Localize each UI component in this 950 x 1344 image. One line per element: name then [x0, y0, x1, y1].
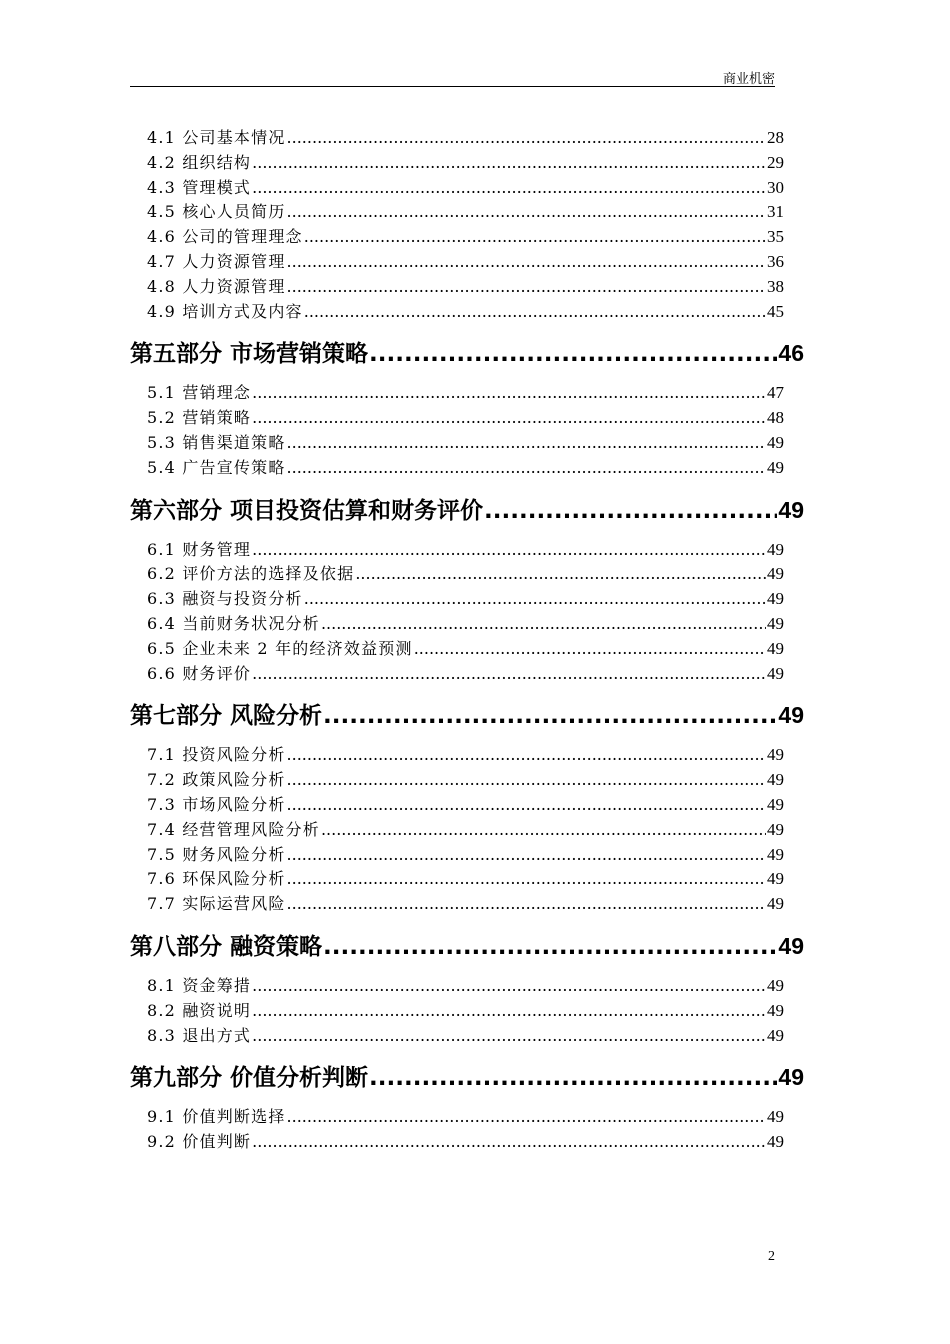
- toc-entry-label: 9.2 价值判断: [147, 1132, 252, 1152]
- toc-section-part8[interactable]: [130, 929, 804, 964]
- toc-entry-page: 49: [767, 663, 784, 683]
- toc-section-page: 49: [778, 1064, 804, 1091]
- toc-entry-label: 5.1 营销理念: [147, 383, 252, 403]
- dot-leader: [323, 930, 777, 964]
- toc-entry-page: 49: [767, 638, 784, 658]
- dot-leader: [287, 743, 766, 768]
- toc-entry-label: 4.6 公司的管理理念: [147, 227, 303, 247]
- toc-entry-7-1[interactable]: [130, 743, 804, 768]
- toc-entry-label: 4.8 人力资源管理: [147, 276, 286, 296]
- page-number: 2: [768, 1249, 775, 1264]
- toc-entry-page: 49: [767, 613, 784, 633]
- toc-entry-label: 9.1 价值判断选择: [147, 1107, 286, 1127]
- toc-entry-label: 6.1 财务管理: [147, 539, 252, 559]
- toc-entry-page: 49: [767, 794, 784, 814]
- toc-entry-page: 49: [767, 457, 784, 477]
- toc-entry-label: 5.4 广告宣传策略: [147, 457, 286, 477]
- toc-entry-5-2[interactable]: [130, 406, 804, 431]
- toc-section-part6[interactable]: [130, 493, 804, 528]
- toc-entry-label: 6.5 企业未来 2 年的经济效益预测: [147, 638, 413, 658]
- toc-entry-7-6[interactable]: [130, 867, 804, 892]
- toc-entry-7-3[interactable]: [130, 793, 804, 818]
- toc-entry-6-4[interactable]: [130, 612, 804, 637]
- toc-entry-page: 29: [767, 152, 784, 172]
- toc-entry-page: 28: [767, 128, 784, 147]
- toc-entry-5-1[interactable]: [130, 381, 804, 406]
- toc-entry-4-7[interactable]: [130, 250, 804, 275]
- toc-entry-8-3[interactable]: [130, 1024, 804, 1049]
- toc-entry-page: 49: [767, 869, 784, 889]
- dot-leader: [321, 818, 766, 843]
- toc-entry-page: 49: [767, 432, 784, 452]
- dot-leader: [369, 1061, 777, 1095]
- toc-section-label: 第九部分 价值分析判断: [130, 1065, 369, 1092]
- toc-entry-4-3[interactable]: [130, 176, 804, 201]
- toc-entry-7-5[interactable]: [130, 843, 804, 868]
- dot-leader: [321, 612, 766, 637]
- dot-leader: [355, 562, 766, 587]
- toc-entry-page: 38: [767, 276, 784, 296]
- toc-entry-9-1[interactable]: [130, 1105, 804, 1130]
- toc-entry-page: 49: [767, 564, 784, 584]
- dot-leader: [304, 300, 766, 325]
- toc-entry-label: 8.2 融资说明: [147, 1000, 252, 1020]
- toc-section-label: 第五部分 市场营销策略: [130, 341, 369, 368]
- toc-entry-6-2[interactable]: [130, 562, 804, 587]
- dot-leader: [252, 176, 766, 201]
- toc-entry-7-2[interactable]: [130, 768, 804, 793]
- dot-leader: [304, 225, 766, 250]
- dot-leader: [252, 151, 766, 176]
- toc-entry-7-7[interactable]: [130, 892, 804, 917]
- toc-section-page: 49: [778, 496, 804, 523]
- toc-entry-page: 49: [767, 589, 784, 609]
- dot-leader: [252, 974, 766, 999]
- toc-entry-9-2[interactable]: [130, 1130, 804, 1155]
- dot-leader: [252, 381, 766, 406]
- dot-leader: [287, 275, 766, 300]
- toc-entry-4-1[interactable]: [130, 126, 804, 151]
- toc-entry-page: 49: [767, 1000, 784, 1020]
- toc-entry-label: 6.2 评价方法的选择及依据: [147, 564, 355, 584]
- toc-entry-label: 4.9 培训方式及内容: [147, 301, 303, 321]
- dot-leader: [484, 494, 777, 528]
- dot-leader: [304, 587, 766, 612]
- table-of-contents: [130, 126, 804, 1155]
- toc-entry-page: 30: [767, 177, 784, 197]
- toc-entry-4-6[interactable]: [130, 225, 804, 250]
- toc-entry-5-4[interactable]: [130, 456, 804, 481]
- toc-entry-page: 49: [767, 745, 784, 765]
- dot-leader: [414, 637, 766, 662]
- toc-entry-8-1[interactable]: [130, 974, 804, 999]
- dot-leader: [287, 126, 766, 151]
- toc-entry-label: 4.5 核心人员简历: [147, 202, 286, 222]
- toc-entry-label: 6.6 财务评价: [147, 663, 252, 683]
- toc-section-page: 49: [778, 702, 804, 729]
- header-divider: [130, 86, 775, 87]
- toc-entry-label: 4.3 管理模式: [147, 177, 252, 197]
- toc-entry-6-1[interactable]: [130, 538, 804, 563]
- toc-entry-4-8[interactable]: [130, 275, 804, 300]
- toc-entry-page: 48: [767, 408, 784, 428]
- toc-entry-page: 45: [767, 301, 784, 321]
- toc-entry-page: 49: [767, 1132, 784, 1152]
- dot-leader: [369, 337, 777, 371]
- toc-entry-4-2[interactable]: [130, 151, 804, 176]
- toc-entry-page: 49: [767, 770, 784, 790]
- toc-entry-label: 4.2 组织结构: [147, 152, 252, 172]
- toc-section-page: 46: [778, 340, 804, 367]
- dot-leader: [252, 1130, 766, 1155]
- toc-entry-8-2[interactable]: [130, 999, 804, 1024]
- toc-entry-page: 49: [767, 1107, 784, 1127]
- toc-entry-page: 49: [767, 975, 784, 995]
- toc-entry-6-3[interactable]: [130, 587, 804, 612]
- toc-entry-label: 7.2 政策风险分析: [147, 770, 286, 790]
- toc-entry-page: 35: [767, 227, 784, 247]
- toc-entry-label: 6.4 当前财务状况分析: [147, 613, 320, 633]
- toc-section-part5[interactable]: [130, 336, 804, 371]
- toc-entry-7-4[interactable]: [130, 818, 804, 843]
- header-confidential-label: 商业机密: [722, 72, 775, 87]
- toc-entry-label: 7.3 市场风险分析: [147, 794, 286, 814]
- dot-leader: [287, 892, 766, 917]
- toc-entry-label: 7.1 投资风险分析: [147, 745, 286, 765]
- toc-entry-6-5[interactable]: [130, 637, 804, 662]
- dot-leader: [252, 406, 766, 431]
- toc-entry-label: 7.4 经营管理风险分析: [147, 819, 320, 839]
- toc-entry-label: 7.7 实际运营风险: [147, 894, 286, 914]
- toc-section-part7[interactable]: [130, 698, 804, 733]
- dot-leader: [287, 843, 766, 868]
- toc-entry-page: 36: [767, 251, 784, 271]
- toc-entry-label: 7.6 环保风险分析: [147, 869, 286, 889]
- toc-entry-5-3[interactable]: [130, 431, 804, 456]
- toc-entry-label: 4.7 人力资源管理: [147, 251, 286, 271]
- dot-leader: [252, 538, 766, 563]
- toc-entry-page: 49: [767, 819, 784, 839]
- dot-leader: [252, 662, 766, 687]
- toc-section-label: 第八部分 融资策略: [130, 933, 323, 960]
- dot-leader: [287, 793, 766, 818]
- toc-entry-label: 4.1 公司基本情况: [147, 128, 286, 147]
- toc-entry-label: 8.1 资金筹措: [147, 975, 252, 995]
- toc-section-page: 49: [778, 932, 804, 959]
- toc-entry-label: 5.2 营销策略: [147, 408, 252, 428]
- dot-leader: [287, 200, 766, 225]
- dot-leader: [287, 456, 766, 481]
- dot-leader: [323, 699, 777, 733]
- dot-leader: [287, 867, 766, 892]
- dot-leader: [287, 768, 766, 793]
- toc-section-label: 第七部分 风险分析: [130, 703, 323, 730]
- dot-leader: [252, 1024, 766, 1049]
- toc-entry-page: 47: [767, 383, 784, 403]
- toc-entry-page: 49: [767, 844, 784, 864]
- toc-section-part9[interactable]: [130, 1060, 804, 1095]
- dot-leader: [287, 431, 766, 456]
- toc-entry-page: 49: [767, 1025, 784, 1045]
- toc-entry-4-9[interactable]: [130, 300, 804, 325]
- toc-entry-4-5[interactable]: [130, 200, 804, 225]
- toc-entry-label: 6.3 融资与投资分析: [147, 589, 303, 609]
- dot-leader: [287, 1105, 766, 1130]
- toc-entry-label: 5.3 销售渠道策略: [147, 432, 286, 452]
- dot-leader: [287, 250, 766, 275]
- toc-entry-page: 31: [767, 202, 784, 222]
- dot-leader: [252, 999, 766, 1024]
- toc-entry-page: 49: [767, 539, 784, 559]
- toc-entry-page: 49: [767, 894, 784, 914]
- toc-entry-label: 7.5 财务风险分析: [147, 844, 286, 864]
- toc-entry-6-6[interactable]: [130, 662, 804, 687]
- toc-entry-label: 8.3 退出方式: [147, 1025, 252, 1045]
- toc-section-label: 第六部分 项目投资估算和财务评价: [130, 497, 484, 524]
